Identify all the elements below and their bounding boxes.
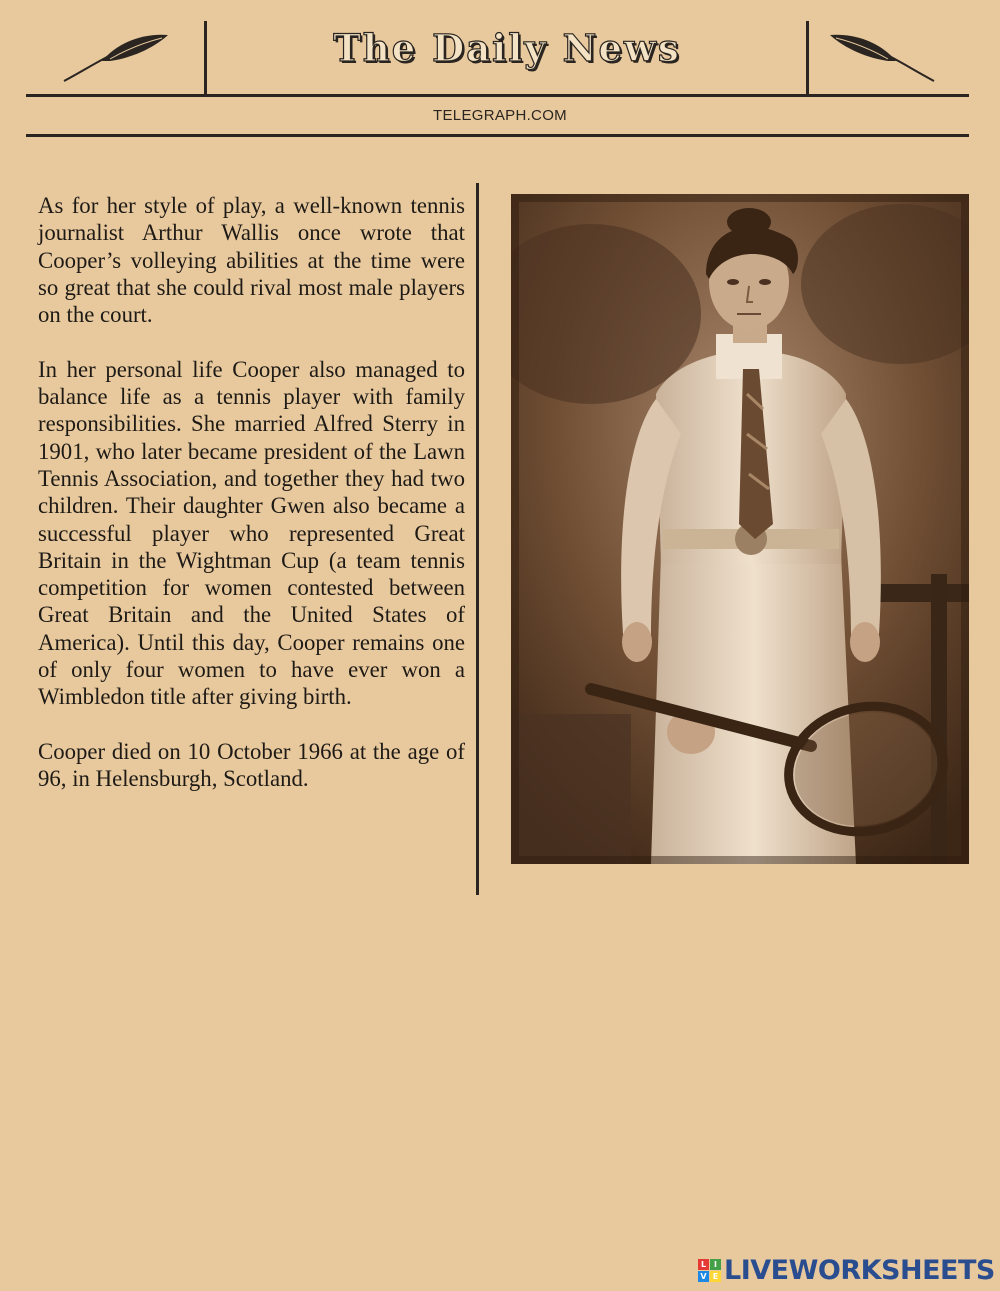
brand-block: I (710, 1259, 721, 1270)
article-paragraph: In her personal life Cooper also managed to balance life as a tennis player with family responsibilities. She married Alfred Sterry in 1901, who later became president of the Lawn Tennis Association, and together they had two children. Their daughter Gwen also became a successful player who represented Great Britain in the Wightman Cup (a team tennis competition for women contested between Great Britain and the United States of America). Until this day, Cooper remains one of only four women to have ever won a Wimbledon title after giving birth. (38, 356, 465, 710)
liveworksheets-logo[interactable] (698, 1253, 995, 1287)
article-body (38, 192, 465, 820)
quill-icon (826, 31, 936, 83)
brand-block: V (698, 1271, 709, 1282)
masthead-right-divider (806, 21, 809, 95)
sepia-photograph (511, 194, 969, 864)
quill-icon (62, 31, 172, 83)
source-label: TELEGRAPH.COM (433, 107, 567, 124)
column-divider (476, 183, 479, 895)
brand-block: E (710, 1271, 721, 1282)
photo-illustration (511, 194, 969, 864)
article-paragraph: Cooper died on 10 October 1966 at the age of 96, in Helensburgh, Scotland. (38, 738, 465, 792)
brand-blocks-icon (698, 1259, 721, 1282)
source-bottom-rule (26, 134, 969, 137)
masthead-left-divider (204, 21, 207, 95)
brand-name: LIVEWORKSHEETS (724, 1254, 995, 1286)
brand-block: L (698, 1259, 709, 1270)
newspaper-title: The Daily News (333, 26, 681, 70)
masthead-bottom-rule (26, 94, 969, 97)
article-paragraph: As for her style of play, a well-known tennis journalist Arthur Wallis once wrote that Cooper’s volleying abilities at the time were so great that she could rival most male players on the court. (38, 193, 465, 328)
